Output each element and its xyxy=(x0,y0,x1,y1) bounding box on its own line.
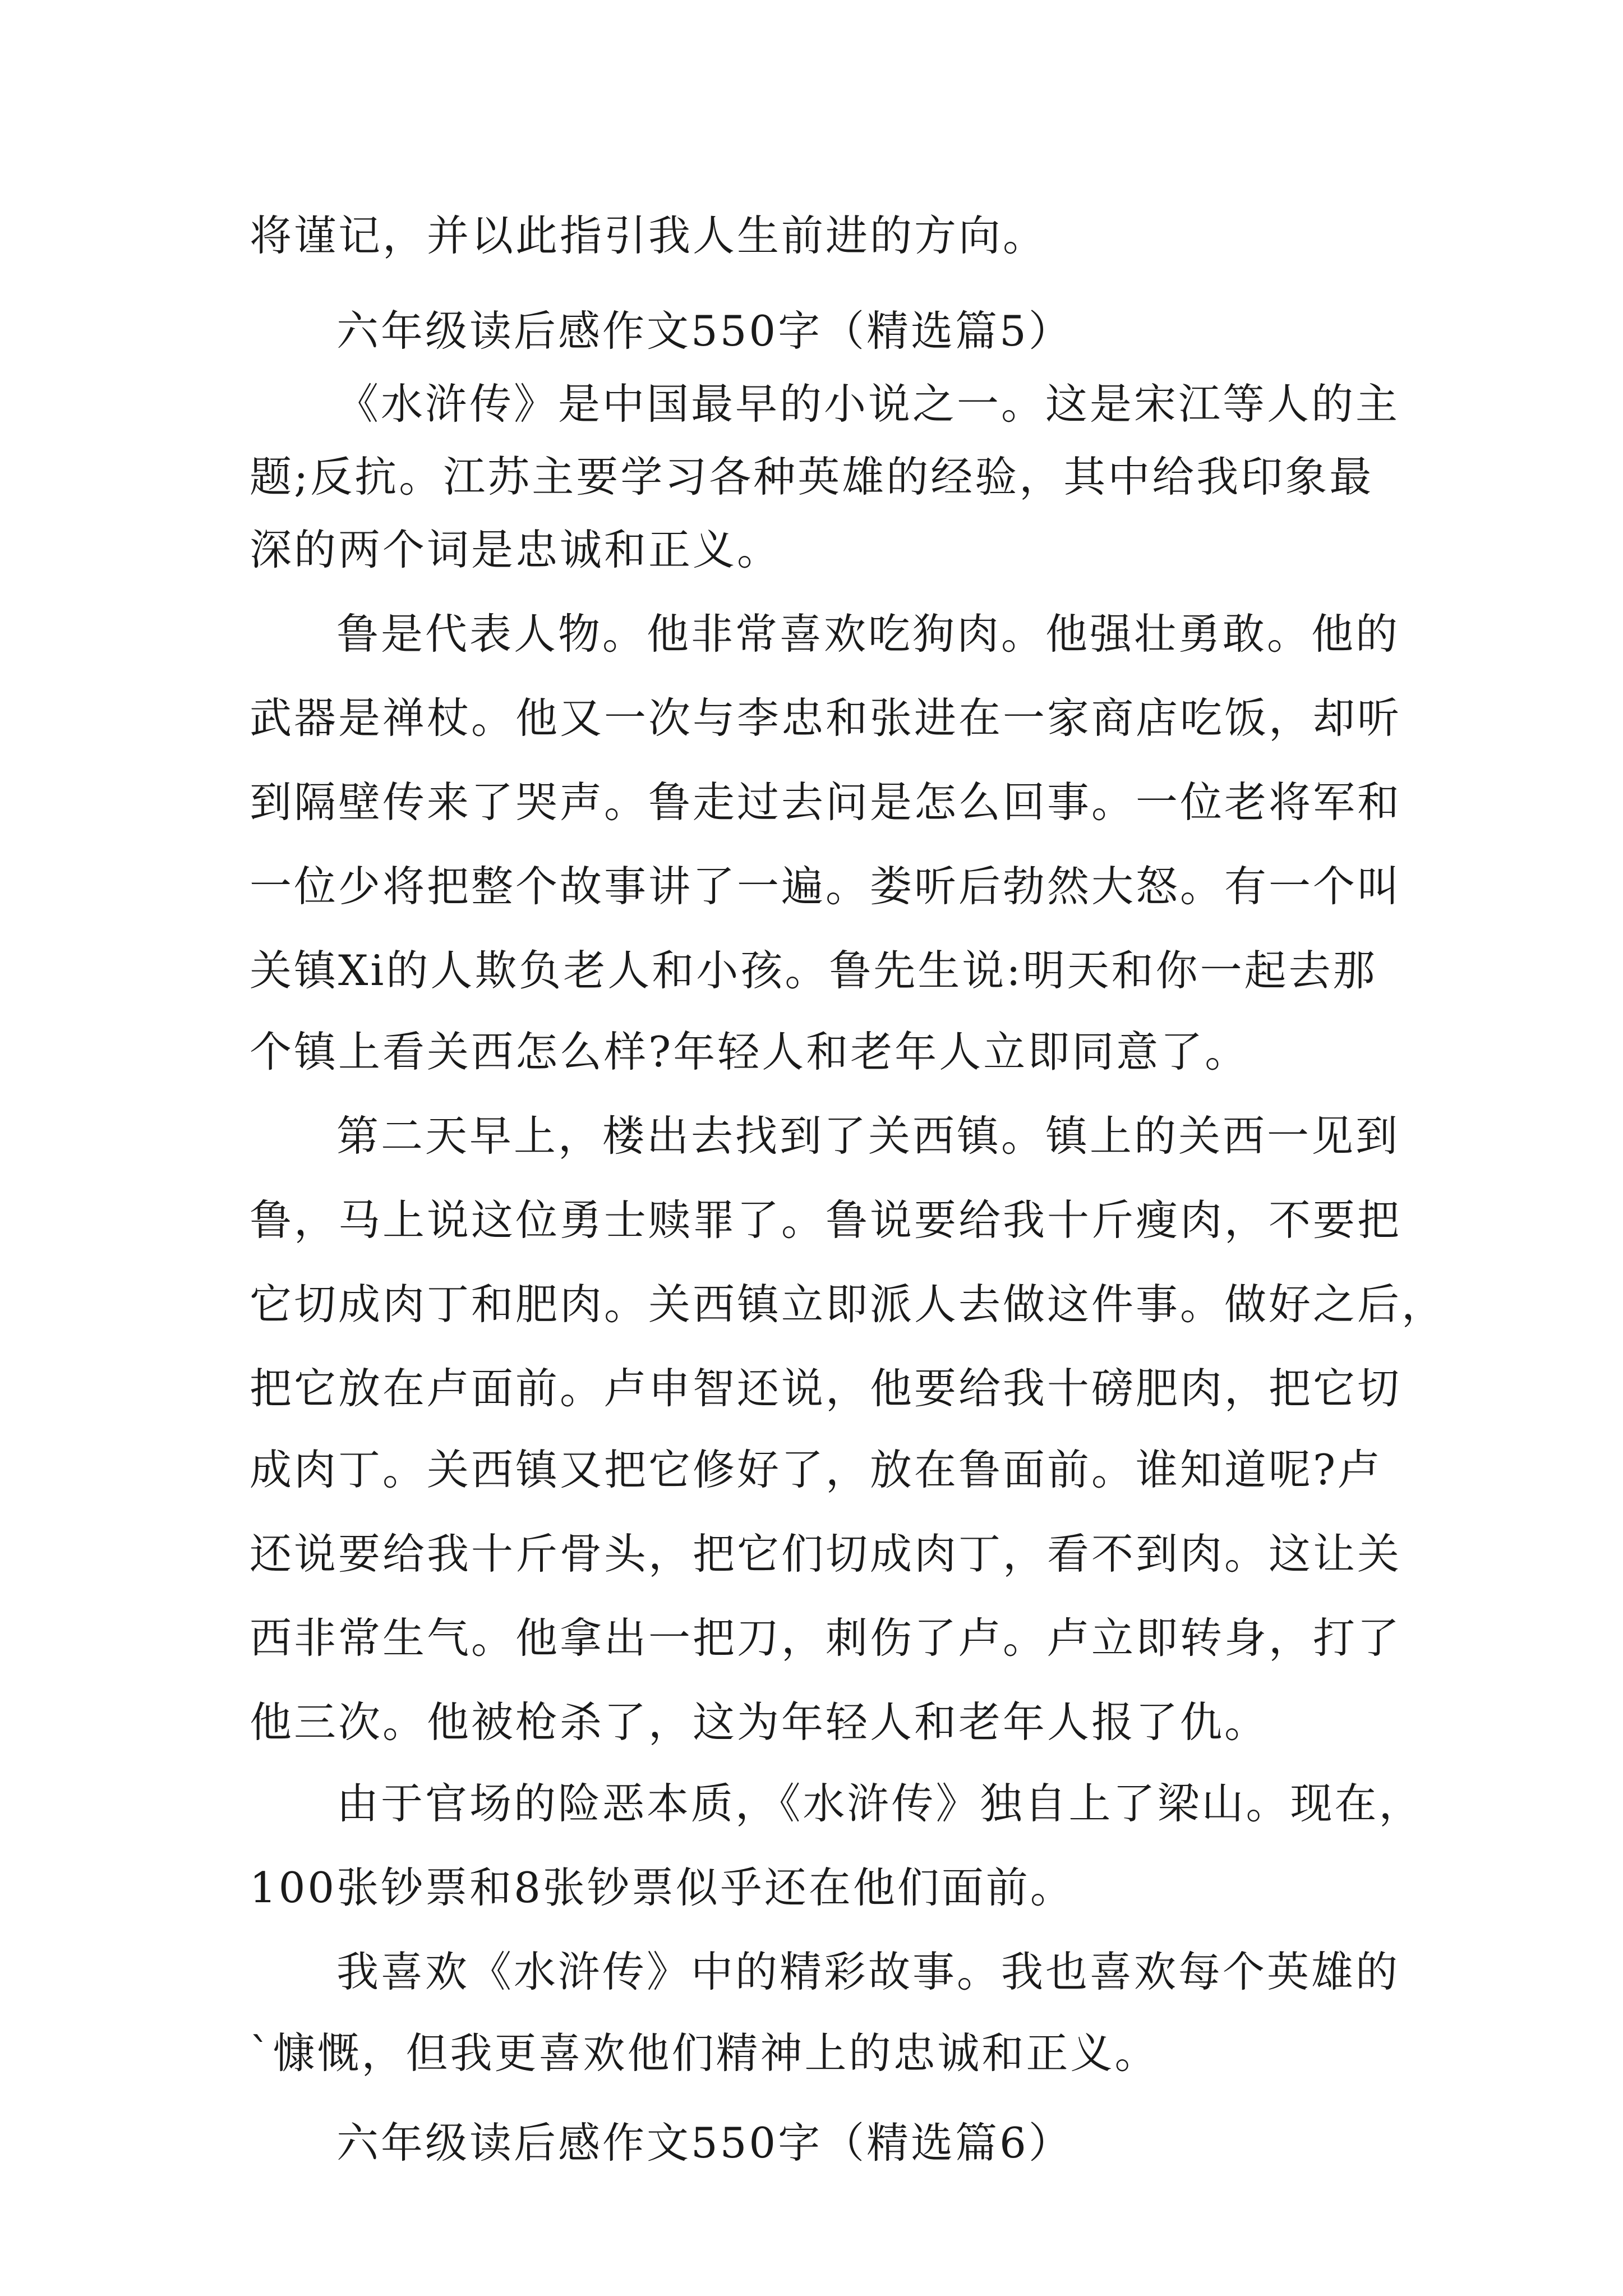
text-line: 100张钞票和8张钞票似乎还在他们面前。 xyxy=(250,1863,1075,1912)
text-line: 关镇Xi的人欺负老人和小孩。鲁先生说:明天和你一起去那 xyxy=(250,946,1377,995)
text-line: 武器是禅杖。他又一次与李忠和张进在一家商店吃饭，却听 xyxy=(250,693,1402,743)
text-line: 《水浒传》是中国最早的小说之一。这是宋江等人的主 xyxy=(336,379,1400,429)
text-line: 题;反抗。江苏主要学习各种英雄的经验，其中给我印象最 xyxy=(250,452,1374,501)
text-line: 由于官场的险恶本质，《水浒传》独自上了梁山。现在， xyxy=(336,1779,1423,1828)
text-line: 西非常生气。他拿出一把刀，刺伤了卢。卢立即转身，打了 xyxy=(250,1613,1402,1663)
text-line: 将谨记，并以此指引我人生前进的方向。 xyxy=(250,211,1048,260)
section-heading: 六年级读后感作文550字（精选篇6） xyxy=(336,2118,1073,2168)
text-line: 一位少将把整个故事讲了一遍。娄听后勃然大怒。有一个叫 xyxy=(250,862,1402,911)
text-line: 把它放在卢面前。卢申智还说，他要给我十磅肥肉，把它切 xyxy=(250,1364,1402,1413)
text-line: 鲁，马上说这位勇士赎罪了。鲁说要给我十斤瘦肉，不要把 xyxy=(250,1195,1402,1245)
text-line: 第二天早上，楼出去找到了关西镇。镇上的关西一见到 xyxy=(336,1111,1400,1161)
text-line: 成肉丁。关西镇又把它修好了，放在鲁面前。谁知道呢?卢 xyxy=(250,1445,1382,1494)
text-line: 鲁是代表人物。他非常喜欢吃狗肉。他强壮勇敢。他的 xyxy=(336,609,1400,659)
text-line: 他三次。他被枪杀了，这为年轻人和老年人报了仇。 xyxy=(250,1697,1269,1747)
text-line: 深的两个词是忠诚和正义。 xyxy=(250,525,782,574)
text-line: `慷慨，但我更喜欢他们精神上的忠诚和正义。 xyxy=(250,2028,1159,2078)
text-line: 还说要给我十斤骨头，把它们切成肉丁，看不到肉。这让关 xyxy=(250,1529,1402,1579)
text-line: 它切成肉丁和肥肉。关西镇立即派人去做这件事。做好之后， xyxy=(250,1280,1446,1329)
text-line: 我喜欢《水浒传》中的精彩故事。我也喜欢每个英雄的 xyxy=(336,1947,1400,1996)
text-line: 到隔壁传来了哭声。鲁走过去问是怎么回事。一位老将军和 xyxy=(250,777,1402,827)
text-line: 个镇上看关西怎么样?年轻人和老年人立即同意了。 xyxy=(250,1027,1249,1076)
section-heading: 六年级读后感作文550字（精选篇5） xyxy=(336,306,1073,356)
